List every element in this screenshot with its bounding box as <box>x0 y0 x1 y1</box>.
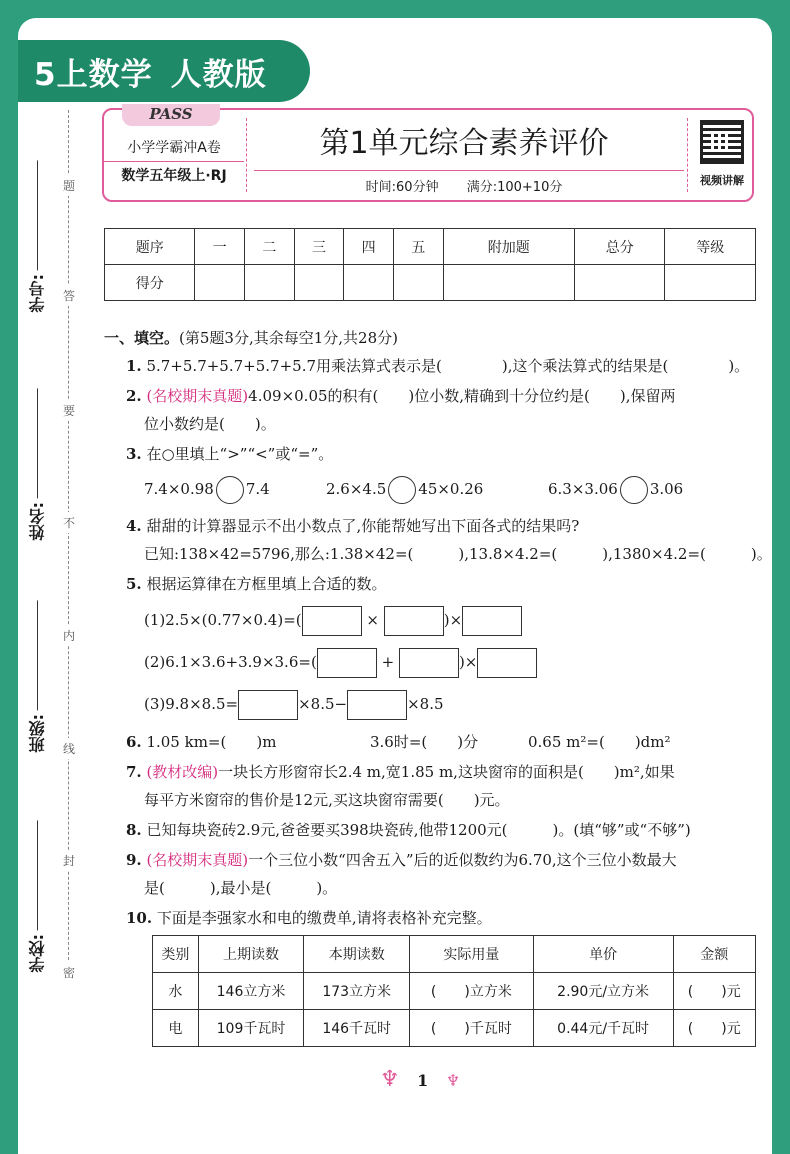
fill-line <box>37 820 38 930</box>
fill-line <box>37 388 38 498</box>
question-text: 已知每块瓷砖2.9元,爸爸要买398块瓷砖,他带1200元( )。(填“够”或“不够”) <box>146 821 691 839</box>
compare-item <box>326 476 483 504</box>
divider <box>246 118 247 192</box>
class-label <box>26 600 49 752</box>
question-number: 5. <box>126 575 142 593</box>
compare-right: 3.06 <box>649 480 684 498</box>
question-9-cont: 是( ),最小是( )。 <box>144 879 338 897</box>
table-cell: 2.90元/立方米 <box>533 973 673 1010</box>
video-explain-label: 视频讲解 <box>700 174 744 187</box>
table-cell: 146立方米 <box>198 973 304 1010</box>
table-cell: 一 <box>195 229 245 265</box>
question-number: 3. <box>126 445 142 463</box>
question-number: 6. <box>126 733 142 751</box>
question-2-cont: 位小数约是( )。 <box>144 415 276 433</box>
compare-circle[interactable] <box>216 476 244 504</box>
compare-circle[interactable] <box>388 476 416 504</box>
question-text: 1.05 km=( )m <box>146 733 277 751</box>
operator: ×8.5− <box>298 695 348 713</box>
source-tag: (名校期末真题) <box>146 851 249 869</box>
table-cell[interactable]: ( )元 <box>673 1010 755 1047</box>
name-label <box>26 388 49 540</box>
question-number: 4. <box>126 517 142 535</box>
table-header: 单价 <box>533 936 673 973</box>
question-number: 2. <box>126 387 142 405</box>
table-row <box>105 265 756 301</box>
table-cell: 三 <box>294 229 344 265</box>
question-6c: 0.65 m²=( )dm² <box>528 733 671 751</box>
side-char: 要 <box>62 400 76 421</box>
question-1 <box>126 356 749 376</box>
score-table <box>104 228 756 301</box>
side-char: 题 <box>62 175 76 196</box>
palm-tree-icon: ♆ <box>379 1066 400 1092</box>
question-3 <box>126 444 333 464</box>
answer-box[interactable] <box>462 606 522 636</box>
question-number: 10. <box>126 909 153 927</box>
label-text: 姓名: <box>28 502 47 541</box>
operator: )× <box>458 653 478 671</box>
question-text: 一个三位小数“四舍五入”后的近似数约为6.70,这个三位小数最大 <box>248 851 677 869</box>
compare-left: 7.4×0.98 <box>144 480 214 498</box>
operator: × <box>366 611 379 629</box>
side-char: 线 <box>62 738 76 759</box>
question-7 <box>126 762 675 782</box>
book-name: 小学学霸冲A卷 <box>104 134 244 162</box>
table-header: 本期读数 <box>304 936 410 973</box>
page-footer <box>360 1066 480 1092</box>
question-text: 在○里填上“>”“<”或“=”。 <box>146 445 334 463</box>
banner-edition: 人教版 <box>170 56 267 93</box>
question-2 <box>126 386 675 406</box>
table-cell: 173立方米 <box>304 973 410 1010</box>
source-tag: (教材改编) <box>146 763 219 781</box>
page-number: 1 <box>417 1071 429 1090</box>
table-row <box>105 229 756 265</box>
side-char: 不 <box>62 512 76 533</box>
expression: (2)6.1×3.6+3.9×3.6=( <box>144 653 317 671</box>
table-cell: 附加题 <box>443 229 574 265</box>
exam-time: 时间:60分钟 <box>365 180 439 195</box>
score-cell[interactable] <box>195 265 245 301</box>
table-cell[interactable]: ( )千瓦时 <box>410 1010 534 1047</box>
answer-box[interactable] <box>384 606 444 636</box>
answer-box[interactable] <box>399 648 459 678</box>
table-cell: 四 <box>344 229 394 265</box>
side-char: 密 <box>62 962 76 983</box>
label-text: 班级: <box>28 714 47 753</box>
header-box <box>102 105 754 202</box>
question-number: 7. <box>126 763 142 781</box>
compare-right: 45×0.26 <box>418 480 484 498</box>
operator: )× <box>443 611 463 629</box>
question-text: 一块长方形窗帘长2.4 m,宽1.85 m,这块窗帘的面积是( )m²,如果 <box>218 763 675 781</box>
table-header: 实际用量 <box>410 936 534 973</box>
question-number: 8. <box>126 821 142 839</box>
table-cell: 等级 <box>665 229 756 265</box>
section-title <box>104 328 398 348</box>
score-cell[interactable] <box>294 265 344 301</box>
table-cell: 109千瓦时 <box>198 1010 304 1047</box>
score-cell[interactable] <box>665 265 756 301</box>
expression: (1)2.5×(0.77×0.4)=( <box>144 611 302 629</box>
question-10 <box>126 908 492 928</box>
student-id-label <box>26 160 49 312</box>
table-cell[interactable]: ( )元 <box>673 973 755 1010</box>
palm-tree-icon: ♆ <box>445 1071 461 1090</box>
answer-box[interactable] <box>477 648 537 678</box>
fill-line <box>37 160 38 270</box>
section-heading: 一、填空。 <box>104 329 180 347</box>
compare-circle[interactable] <box>620 476 648 504</box>
compare-left: 2.6×4.5 <box>326 480 387 498</box>
table-header: 类别 <box>153 936 199 973</box>
operator: + <box>381 653 395 671</box>
side-char: 内 <box>62 625 76 646</box>
side-char: 答 <box>62 285 76 306</box>
table-row <box>153 936 756 973</box>
q5-part2 <box>144 648 537 678</box>
q5-part3 <box>144 690 444 720</box>
answer-box[interactable] <box>347 690 407 720</box>
question-6 <box>126 732 276 752</box>
question-7-cont: 每平方米窗帘的售价是12元,买这块窗帘需要( )元。 <box>144 791 510 809</box>
table-cell: 电 <box>153 1010 199 1047</box>
score-cell[interactable] <box>443 265 574 301</box>
question-6b: 3.6时=( )分 <box>370 733 479 751</box>
score-cell[interactable] <box>393 265 443 301</box>
score-cell[interactable] <box>245 265 295 301</box>
score-cell[interactable] <box>344 265 394 301</box>
operator: ×8.5 <box>407 695 444 713</box>
question-text: 甜甜的计算器显示不出小数点了,你能帮她写出下面各式的结果吗? <box>146 517 580 535</box>
question-8 <box>126 820 691 840</box>
question-4 <box>126 516 579 536</box>
exam-full-score: 满分:100+10分 <box>466 180 563 195</box>
qr-code-icon[interactable] <box>700 120 744 164</box>
banner-subject: 5上数学 <box>34 56 153 93</box>
exam-meta <box>254 176 674 195</box>
answer-box[interactable] <box>317 648 377 678</box>
answer-box[interactable] <box>238 690 298 720</box>
compare-item <box>144 476 270 504</box>
compare-item <box>548 476 683 504</box>
score-cell[interactable] <box>574 265 664 301</box>
page-title: 第1单元综合素养评价 <box>319 126 609 161</box>
question-9 <box>126 850 677 870</box>
table-header: 上期读数 <box>198 936 304 973</box>
banner <box>18 40 310 102</box>
table-cell: 题序 <box>105 229 195 265</box>
side-char: 封 <box>62 850 76 871</box>
table-cell: 146千瓦时 <box>304 1010 410 1047</box>
question-text: 5.7+5.7+5.7+5.7+5.7用乘法算式表示是( ),这个乘法算式的结果是( )。 <box>146 357 750 375</box>
q5-part1 <box>144 606 522 636</box>
table-row <box>153 1010 756 1047</box>
table-cell: 五 <box>393 229 443 265</box>
answer-box[interactable] <box>302 606 362 636</box>
compare-right: 7.4 <box>245 480 270 498</box>
divider <box>254 170 684 171</box>
question-4-cont: 已知:138×42=5796,那么:1.38×42=( ),13.8×4.2=( ),1380×4.2=( )。 <box>144 545 772 563</box>
fill-line <box>37 600 38 710</box>
table-cell: 0.44元/千瓦时 <box>533 1010 673 1047</box>
label-text: 学号: <box>28 274 47 313</box>
question-number: 1. <box>126 357 142 375</box>
school-label <box>26 820 49 972</box>
book-grade: 数学五年级上·RJ <box>121 168 227 184</box>
section-note: (第5题3分,其余每空1分,共28分) <box>179 329 398 347</box>
question-number: 9. <box>126 851 142 869</box>
source-tag: (名校期末真题) <box>146 387 249 405</box>
table-header: 金额 <box>673 936 755 973</box>
table-cell: 总分 <box>574 229 664 265</box>
pass-logo: PASS <box>122 104 220 126</box>
label-text: 学校: <box>28 934 47 973</box>
table-row <box>153 973 756 1010</box>
question-text: 下面是李强家水和电的缴费单,请将表格补充完整。 <box>156 909 492 927</box>
book-info <box>104 134 244 190</box>
utility-bill-table <box>152 935 756 1047</box>
expression: (3)9.8×8.5= <box>144 695 239 713</box>
table-cell: 得分 <box>105 265 195 301</box>
divider <box>687 118 688 192</box>
question-5 <box>126 574 386 594</box>
table-cell: 二 <box>245 229 295 265</box>
table-cell[interactable]: ( )立方米 <box>410 973 534 1010</box>
question-text: 根据运算律在方框里填上合适的数。 <box>146 575 387 593</box>
table-cell: 水 <box>153 973 199 1010</box>
compare-left: 6.3×3.06 <box>548 480 618 498</box>
question-text: 4.09×0.05的积有( )位小数,精确到十分位约是( ),保留两 <box>248 387 676 405</box>
